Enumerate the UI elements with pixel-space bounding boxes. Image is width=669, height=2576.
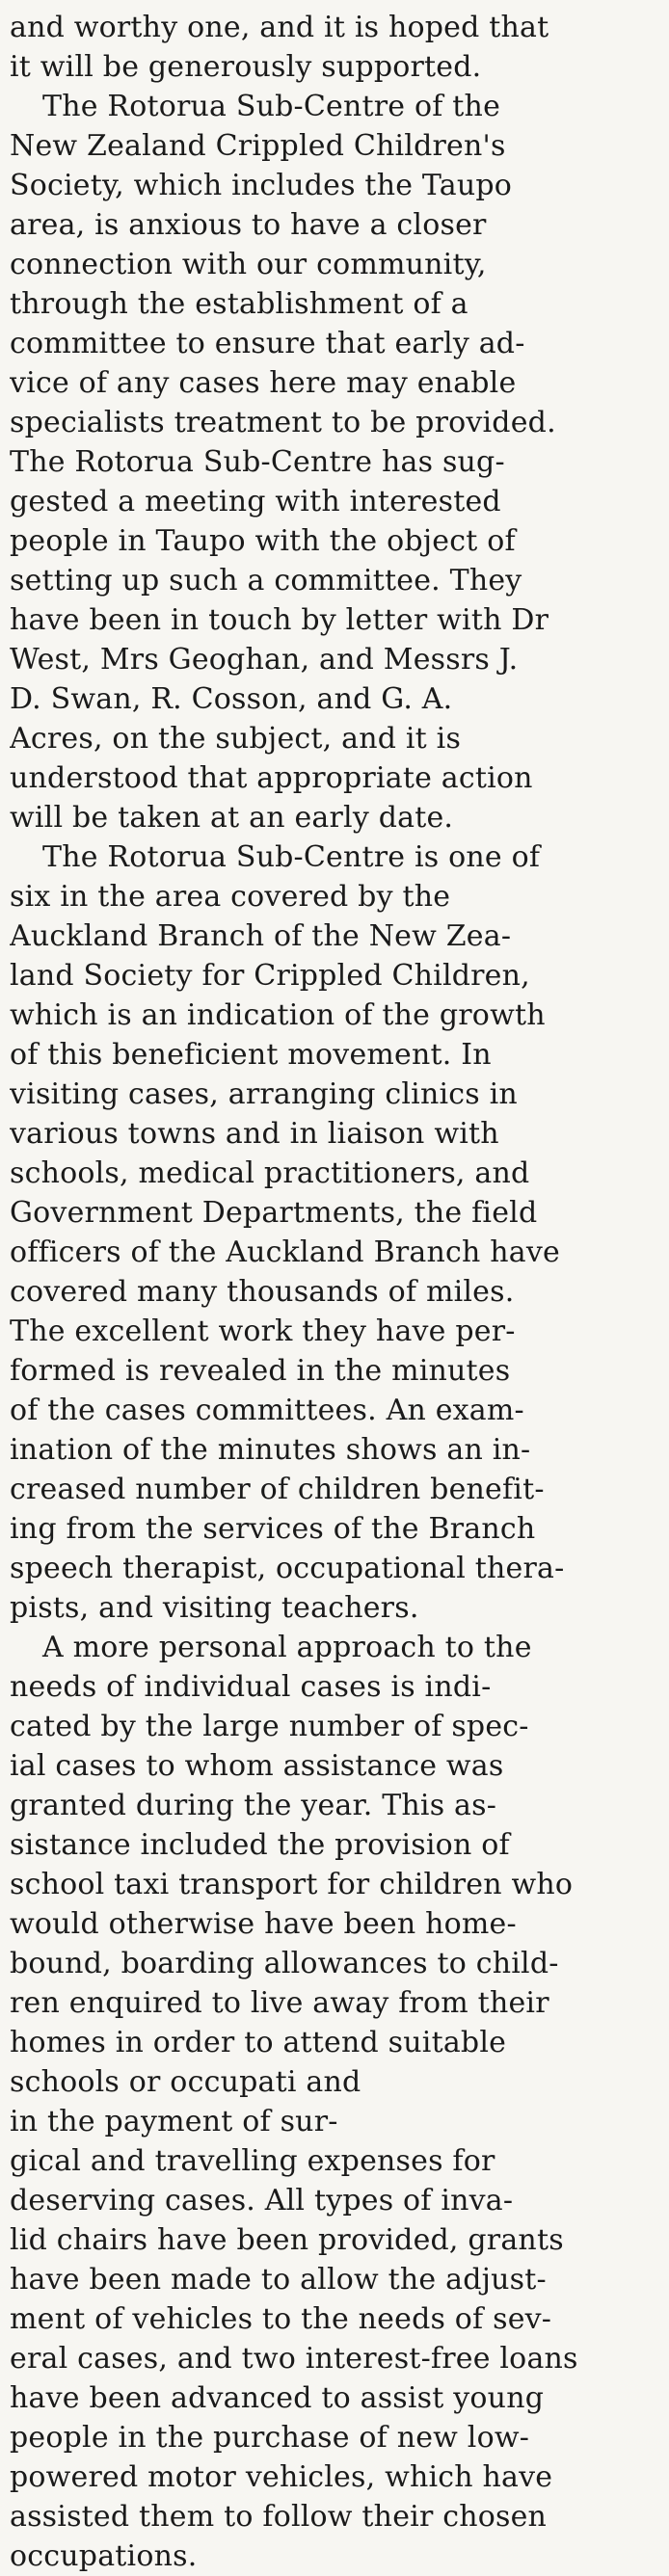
text-line: which is an indication of the growth bbox=[10, 998, 546, 1032]
paragraph bbox=[10, 8, 659, 87]
text-line: New Zealand Crippled Children's bbox=[10, 129, 506, 163]
text-line: visiting cases, arranging clinics in bbox=[10, 1077, 518, 1111]
text-line: pists, and visiting teachers. bbox=[10, 1591, 419, 1625]
text-line: Society, which includes the Taupo bbox=[10, 169, 513, 202]
text-line: ial cases to whom assistance was bbox=[10, 1749, 504, 1783]
text-line: school taxi transport for children who bbox=[10, 1868, 574, 1901]
text-line: in the payment of sur- bbox=[10, 2105, 338, 2138]
text-line: formed is revealed in the minutes bbox=[10, 1354, 511, 1388]
text-line: of this beneficient movement. In bbox=[10, 1038, 492, 1072]
text-line: area, is anxious to have a closer bbox=[10, 208, 487, 242]
text-line: homes in order to attend suitable bbox=[10, 2026, 507, 2059]
text-line: have been made to allow the adjust- bbox=[10, 2263, 547, 2297]
text-line: through the establishment of a bbox=[10, 287, 468, 321]
text-line: have been in touch by letter with Dr bbox=[10, 603, 549, 637]
text-line: ing from the services of the Branch bbox=[10, 1512, 536, 1546]
paragraph bbox=[10, 1628, 659, 2576]
text-line: The Rotorua Sub-Centre has sug- bbox=[10, 445, 505, 479]
text-line: six in the area covered by the bbox=[10, 880, 451, 914]
text-line: specialists treatment to be provided. bbox=[10, 406, 556, 439]
text-line: vice of any cases here may enable bbox=[10, 366, 517, 400]
text-line: lid chairs have been provided, grants bbox=[10, 2223, 564, 2257]
text-line: D. Swan, R. Cosson, and G. A. bbox=[10, 682, 453, 716]
text-line: Acres, on the subject, and it is bbox=[10, 722, 462, 756]
text-line: would otherwise have been home- bbox=[10, 1907, 517, 1941]
text-line: creased number of children benefit- bbox=[10, 1473, 545, 1506]
text-line: occupations. bbox=[10, 2539, 198, 2573]
text-line: gical and travelling expenses for bbox=[10, 2144, 495, 2178]
text-line: understood that appropriate action bbox=[10, 761, 533, 795]
text-line: West, Mrs Geoghan, and Messrs J. bbox=[10, 643, 519, 677]
text-line: have been advanced to assist young bbox=[10, 2381, 545, 2415]
text-line: Auckland Branch of the New Zea- bbox=[10, 919, 512, 953]
text-line: connection with our community, bbox=[10, 248, 487, 281]
text-line: ination of the minutes shows an in- bbox=[10, 1433, 531, 1467]
text-line: A more personal approach to the bbox=[42, 1631, 532, 1664]
text-line: setting up such a committee. They bbox=[10, 564, 522, 598]
text-line: covered many thousands of miles. bbox=[10, 1275, 515, 1309]
text-line: assisted them to follow their chosen bbox=[10, 2500, 548, 2534]
text-line: granted during the year. This as- bbox=[10, 1789, 497, 1822]
text-line: schools or occupati and bbox=[10, 2065, 361, 2099]
text-line: The Rotorua Sub-Centre of the bbox=[42, 90, 501, 123]
text-line: ment of vehicles to the needs of sev- bbox=[10, 2302, 552, 2336]
text-line: ren enquired to live away from their bbox=[10, 1986, 549, 2020]
paragraph bbox=[10, 87, 659, 837]
paragraph bbox=[10, 837, 659, 1628]
text-line: it will be generously supported. bbox=[10, 50, 482, 84]
text-line: officers of the Auckland Branch have bbox=[10, 1235, 560, 1269]
text-line: committee to ensure that early ad- bbox=[10, 327, 525, 360]
text-line: people in the purchase of new low- bbox=[10, 2421, 530, 2455]
text-line: eral cases, and two interest-free loans bbox=[10, 2342, 578, 2376]
text-line: schools, medical practitioners, and bbox=[10, 1156, 530, 1190]
text-line: powered motor vehicles, which have bbox=[10, 2460, 553, 2494]
text-line: bound, boarding allowances to child- bbox=[10, 1947, 559, 1980]
text-line: land Society for Crippled Children, bbox=[10, 959, 530, 993]
text-line: various towns and in liaison with bbox=[10, 1117, 499, 1151]
text-line: speech therapist, occupational thera- bbox=[10, 1552, 565, 1585]
text-line: gested a meeting with interested bbox=[10, 485, 501, 518]
text-line: deserving cases. All types of inva- bbox=[10, 2184, 514, 2217]
text-line: needs of individual cases is indi- bbox=[10, 1670, 492, 1704]
text-line: cated by the large number of spec- bbox=[10, 1710, 529, 1743]
text-line: The Rotorua Sub-Centre is one of bbox=[42, 840, 541, 874]
text-line: will be taken at an early date. bbox=[10, 801, 454, 835]
text-line: of the cases committees. An exam- bbox=[10, 1394, 524, 1427]
text-line: and worthy one, and it is hoped that bbox=[10, 11, 549, 44]
text-line: Government Departments, the field bbox=[10, 1196, 538, 1230]
text-line: sistance included the provision of bbox=[10, 1828, 510, 1862]
text-line: people in Taupo with the object of bbox=[10, 524, 516, 558]
text-line: The excellent work they have per- bbox=[10, 1315, 516, 1348]
